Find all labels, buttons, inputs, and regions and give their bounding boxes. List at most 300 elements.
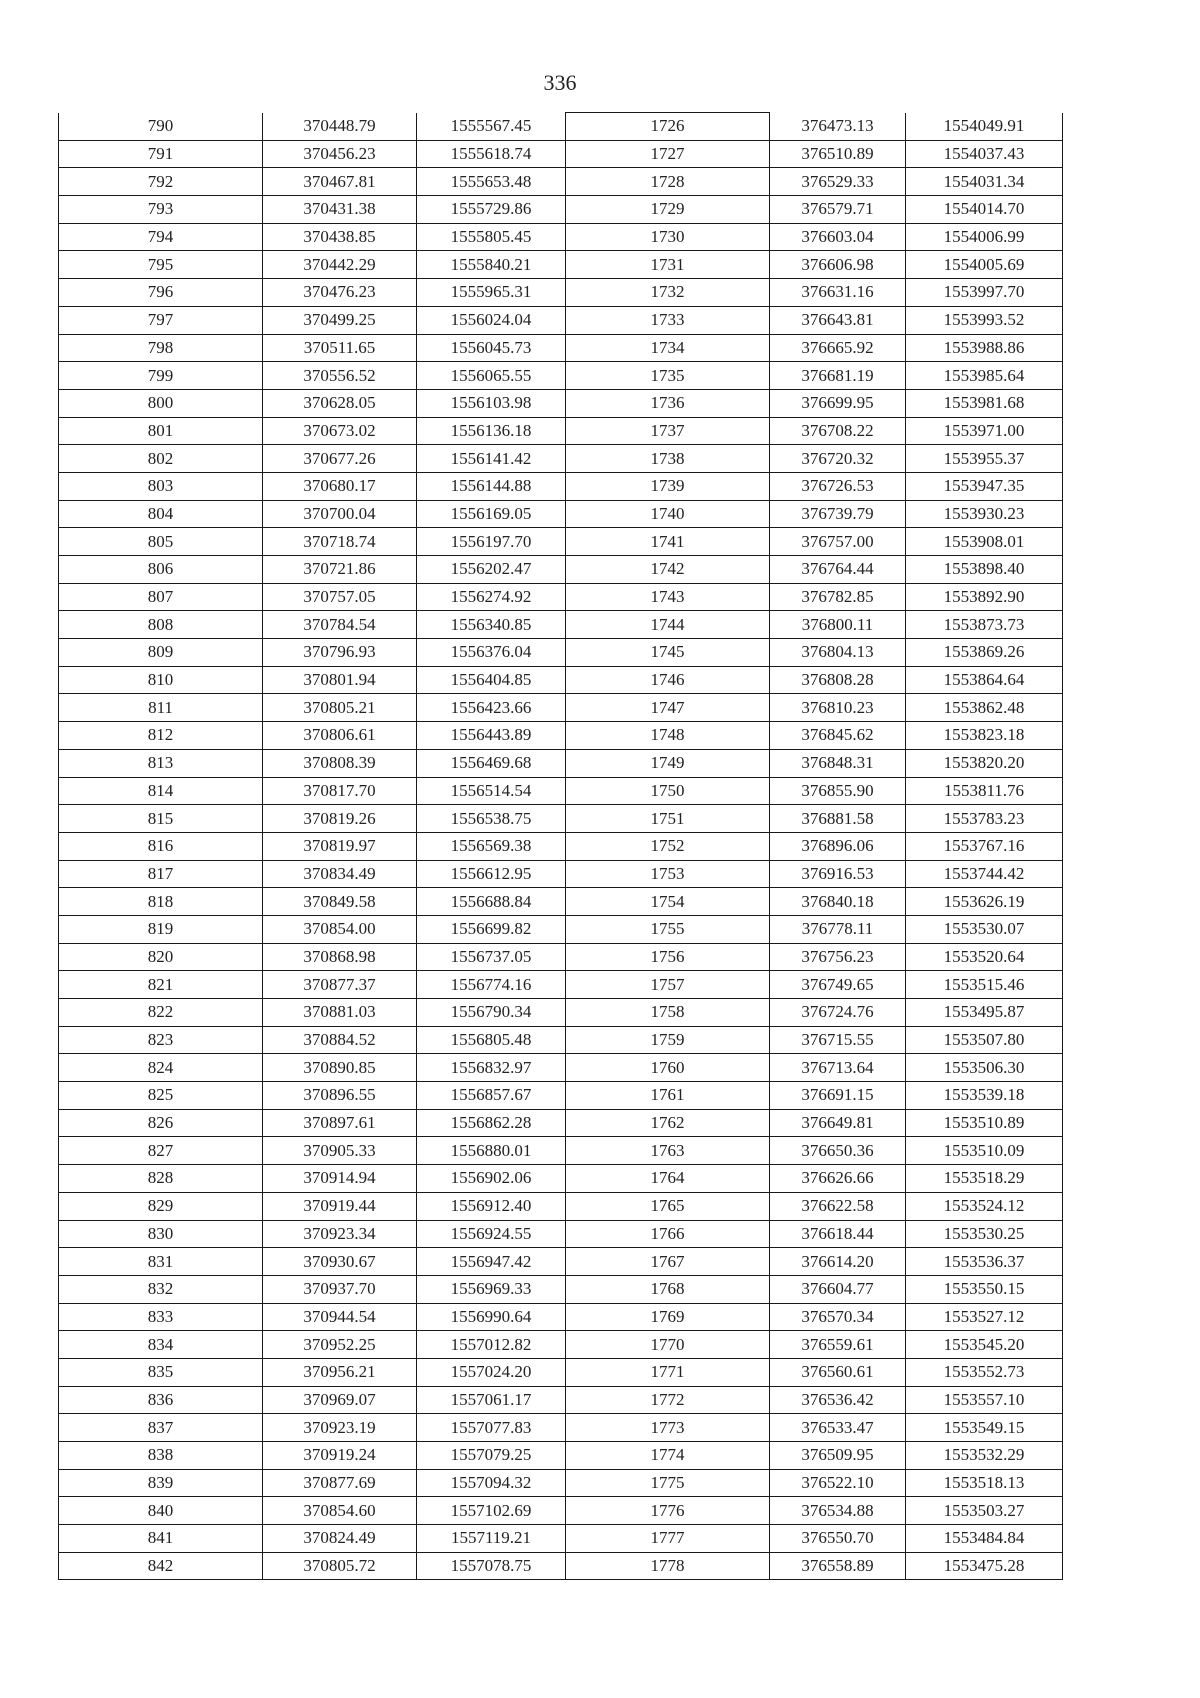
x-coordinate-cell: 370819.26 (263, 805, 417, 833)
y-coordinate-cell: 1553892.90 (906, 583, 1063, 611)
x-coordinate-cell: 376570.34 (770, 1303, 906, 1331)
point-number-cell: 1766 (566, 1220, 770, 1248)
point-number-cell: 798 (59, 334, 263, 362)
x-coordinate-cell: 376756.23 (770, 943, 906, 971)
point-number-cell: 823 (59, 1026, 263, 1054)
table-row (59, 362, 1063, 390)
x-coordinate-cell: 376473.13 (770, 113, 906, 141)
y-coordinate-cell: 1556340.85 (417, 611, 566, 639)
y-coordinate-cell: 1553820.20 (906, 749, 1063, 777)
y-coordinate-cell: 1557094.32 (417, 1469, 566, 1497)
y-coordinate-cell: 1553510.89 (906, 1109, 1063, 1137)
y-coordinate-cell: 1555729.86 (417, 196, 566, 224)
x-coordinate-cell: 370805.72 (263, 1552, 417, 1580)
point-number-cell: 810 (59, 666, 263, 694)
point-number-cell: 831 (59, 1248, 263, 1276)
table-row (59, 1525, 1063, 1553)
y-coordinate-cell: 1557078.75 (417, 1552, 566, 1580)
point-number-cell: 1762 (566, 1109, 770, 1137)
point-number-cell: 1737 (566, 417, 770, 445)
point-number-cell: 797 (59, 306, 263, 334)
point-number-cell: 1777 (566, 1525, 770, 1553)
x-coordinate-cell: 376778.11 (770, 915, 906, 943)
point-number-cell: 1755 (566, 915, 770, 943)
point-number-cell: 790 (59, 113, 263, 141)
table-row (59, 1331, 1063, 1359)
x-coordinate-cell: 370956.21 (263, 1358, 417, 1386)
y-coordinate-cell: 1555618.74 (417, 140, 566, 168)
x-coordinate-cell: 376724.76 (770, 999, 906, 1027)
x-coordinate-cell: 370854.60 (263, 1497, 417, 1525)
x-coordinate-cell: 376708.22 (770, 417, 906, 445)
table-row (59, 1386, 1063, 1414)
y-coordinate-cell: 1553908.01 (906, 528, 1063, 556)
point-number-cell: 1748 (566, 722, 770, 750)
point-number-cell: 818 (59, 888, 263, 916)
point-number-cell: 792 (59, 168, 263, 196)
x-coordinate-cell: 376649.81 (770, 1109, 906, 1137)
y-coordinate-cell: 1553536.37 (906, 1248, 1063, 1276)
x-coordinate-cell: 370919.44 (263, 1192, 417, 1220)
point-number-cell: 1733 (566, 306, 770, 334)
x-coordinate-cell: 370896.55 (263, 1082, 417, 1110)
x-coordinate-cell: 370914.94 (263, 1165, 417, 1193)
y-coordinate-cell: 1553539.18 (906, 1082, 1063, 1110)
point-number-cell: 817 (59, 860, 263, 888)
table-row (59, 943, 1063, 971)
x-coordinate-cell: 376840.18 (770, 888, 906, 916)
y-coordinate-cell: 1553503.27 (906, 1497, 1063, 1525)
point-number-cell: 1730 (566, 223, 770, 251)
x-coordinate-cell: 376534.88 (770, 1497, 906, 1525)
point-number-cell: 812 (59, 722, 263, 750)
point-number-cell: 802 (59, 445, 263, 473)
y-coordinate-cell: 1556169.05 (417, 500, 566, 528)
y-coordinate-cell: 1556045.73 (417, 334, 566, 362)
point-number-cell: 1728 (566, 168, 770, 196)
table-row (59, 196, 1063, 224)
y-coordinate-cell: 1553549.15 (906, 1414, 1063, 1442)
table-row (59, 611, 1063, 639)
table-row (59, 1165, 1063, 1193)
x-coordinate-cell: 370824.49 (263, 1525, 417, 1553)
y-coordinate-cell: 1556969.33 (417, 1275, 566, 1303)
point-number-cell: 795 (59, 251, 263, 279)
table-row (59, 113, 1063, 141)
y-coordinate-cell: 1556404.85 (417, 666, 566, 694)
y-coordinate-cell: 1553545.20 (906, 1331, 1063, 1359)
point-number-cell: 834 (59, 1331, 263, 1359)
point-number-cell: 824 (59, 1054, 263, 1082)
point-number-cell: 796 (59, 279, 263, 307)
x-coordinate-cell: 376804.13 (770, 639, 906, 667)
y-coordinate-cell: 1556469.68 (417, 749, 566, 777)
table-row (59, 583, 1063, 611)
x-coordinate-cell: 376533.47 (770, 1414, 906, 1442)
x-coordinate-cell: 376529.33 (770, 168, 906, 196)
point-number-cell: 1763 (566, 1137, 770, 1165)
coordinate-table-body (59, 113, 1063, 1580)
x-coordinate-cell: 370700.04 (263, 500, 417, 528)
table-row (59, 528, 1063, 556)
y-coordinate-cell: 1553527.12 (906, 1303, 1063, 1331)
x-coordinate-cell: 376764.44 (770, 556, 906, 584)
y-coordinate-cell: 1556862.28 (417, 1109, 566, 1137)
y-coordinate-cell: 1553898.40 (906, 556, 1063, 584)
y-coordinate-cell: 1553557.10 (906, 1386, 1063, 1414)
y-coordinate-cell: 1553873.73 (906, 611, 1063, 639)
point-number-cell: 791 (59, 140, 263, 168)
y-coordinate-cell: 1554005.69 (906, 251, 1063, 279)
x-coordinate-cell: 376845.62 (770, 722, 906, 750)
y-coordinate-cell: 1553520.64 (906, 943, 1063, 971)
y-coordinate-cell: 1556024.04 (417, 306, 566, 334)
y-coordinate-cell: 1556197.70 (417, 528, 566, 556)
point-number-cell: 1729 (566, 196, 770, 224)
y-coordinate-cell: 1556423.66 (417, 694, 566, 722)
x-coordinate-cell: 376848.31 (770, 749, 906, 777)
point-number-cell: 1767 (566, 1248, 770, 1276)
point-number-cell: 1740 (566, 500, 770, 528)
y-coordinate-cell: 1553495.87 (906, 999, 1063, 1027)
y-coordinate-cell: 1553510.09 (906, 1137, 1063, 1165)
x-coordinate-cell: 376726.53 (770, 472, 906, 500)
point-number-cell: 1758 (566, 999, 770, 1027)
y-coordinate-cell: 1553530.07 (906, 915, 1063, 943)
x-coordinate-cell: 370877.37 (263, 971, 417, 999)
y-coordinate-cell: 1553515.46 (906, 971, 1063, 999)
x-coordinate-cell: 370757.05 (263, 583, 417, 611)
y-coordinate-cell: 1553823.18 (906, 722, 1063, 750)
table-row (59, 472, 1063, 500)
point-number-cell: 1741 (566, 528, 770, 556)
y-coordinate-cell: 1553783.23 (906, 805, 1063, 833)
y-coordinate-cell: 1553997.70 (906, 279, 1063, 307)
x-coordinate-cell: 370448.79 (263, 113, 417, 141)
table-row (59, 1192, 1063, 1220)
point-number-cell: 1731 (566, 251, 770, 279)
x-coordinate-cell: 370721.86 (263, 556, 417, 584)
table-row (59, 1026, 1063, 1054)
y-coordinate-cell: 1553971.00 (906, 417, 1063, 445)
point-number-cell: 1726 (566, 113, 770, 141)
y-coordinate-cell: 1553550.15 (906, 1275, 1063, 1303)
y-coordinate-cell: 1556688.84 (417, 888, 566, 916)
point-number-cell: 821 (59, 971, 263, 999)
y-coordinate-cell: 1553864.64 (906, 666, 1063, 694)
y-coordinate-cell: 1553552.73 (906, 1358, 1063, 1386)
point-number-cell: 822 (59, 999, 263, 1027)
point-number-cell: 1732 (566, 279, 770, 307)
x-coordinate-cell: 370881.03 (263, 999, 417, 1027)
x-coordinate-cell: 376749.65 (770, 971, 906, 999)
y-coordinate-cell: 1556202.47 (417, 556, 566, 584)
x-coordinate-cell: 376691.15 (770, 1082, 906, 1110)
y-coordinate-cell: 1553985.64 (906, 362, 1063, 390)
point-number-cell: 1751 (566, 805, 770, 833)
point-number-cell: 1778 (566, 1552, 770, 1580)
table-row (59, 223, 1063, 251)
x-coordinate-cell: 370854.00 (263, 915, 417, 943)
point-number-cell: 1744 (566, 611, 770, 639)
table-row (59, 805, 1063, 833)
y-coordinate-cell: 1553981.68 (906, 389, 1063, 417)
point-number-cell: 1776 (566, 1497, 770, 1525)
y-coordinate-cell: 1556990.64 (417, 1303, 566, 1331)
x-coordinate-cell: 370884.52 (263, 1026, 417, 1054)
y-coordinate-cell: 1554037.43 (906, 140, 1063, 168)
x-coordinate-cell: 376618.44 (770, 1220, 906, 1248)
point-number-cell: 1764 (566, 1165, 770, 1193)
point-number-cell: 800 (59, 389, 263, 417)
y-coordinate-cell: 1553947.35 (906, 472, 1063, 500)
table-row (59, 749, 1063, 777)
y-coordinate-cell: 1557012.82 (417, 1331, 566, 1359)
y-coordinate-cell: 1557024.20 (417, 1358, 566, 1386)
y-coordinate-cell: 1553518.29 (906, 1165, 1063, 1193)
x-coordinate-cell: 370467.81 (263, 168, 417, 196)
x-coordinate-cell: 376810.23 (770, 694, 906, 722)
y-coordinate-cell: 1553988.86 (906, 334, 1063, 362)
y-coordinate-cell: 1556141.42 (417, 445, 566, 473)
point-number-cell: 1759 (566, 1026, 770, 1054)
x-coordinate-cell: 370919.24 (263, 1442, 417, 1470)
table-row (59, 556, 1063, 584)
point-number-cell: 815 (59, 805, 263, 833)
y-coordinate-cell: 1557119.21 (417, 1525, 566, 1553)
y-coordinate-cell: 1553530.25 (906, 1220, 1063, 1248)
x-coordinate-cell: 376631.16 (770, 279, 906, 307)
x-coordinate-cell: 370476.23 (263, 279, 417, 307)
y-coordinate-cell: 1556857.67 (417, 1082, 566, 1110)
point-number-cell: 816 (59, 832, 263, 860)
y-coordinate-cell: 1553506.30 (906, 1054, 1063, 1082)
x-coordinate-cell: 376509.95 (770, 1442, 906, 1470)
table-row (59, 722, 1063, 750)
point-number-cell: 1746 (566, 666, 770, 694)
point-number-cell: 1750 (566, 777, 770, 805)
x-coordinate-cell: 376665.92 (770, 334, 906, 362)
x-coordinate-cell: 376559.61 (770, 1331, 906, 1359)
x-coordinate-cell: 370923.34 (263, 1220, 417, 1248)
x-coordinate-cell: 370849.58 (263, 888, 417, 916)
point-number-cell: 1747 (566, 694, 770, 722)
y-coordinate-cell: 1556103.98 (417, 389, 566, 417)
point-number-cell: 813 (59, 749, 263, 777)
point-number-cell: 794 (59, 223, 263, 251)
point-number-cell: 1743 (566, 583, 770, 611)
table-row (59, 1220, 1063, 1248)
x-coordinate-cell: 370952.25 (263, 1331, 417, 1359)
point-number-cell: 827 (59, 1137, 263, 1165)
y-coordinate-cell: 1556065.55 (417, 362, 566, 390)
x-coordinate-cell: 370969.07 (263, 1386, 417, 1414)
x-coordinate-cell: 370718.74 (263, 528, 417, 556)
x-coordinate-cell: 376713.64 (770, 1054, 906, 1082)
point-number-cell: 803 (59, 472, 263, 500)
x-coordinate-cell: 376757.00 (770, 528, 906, 556)
point-number-cell: 1739 (566, 472, 770, 500)
y-coordinate-cell: 1555965.31 (417, 279, 566, 307)
x-coordinate-cell: 370801.94 (263, 666, 417, 694)
table-row (59, 306, 1063, 334)
point-number-cell: 1727 (566, 140, 770, 168)
x-coordinate-cell: 370805.21 (263, 694, 417, 722)
y-coordinate-cell: 1553862.48 (906, 694, 1063, 722)
table-row (59, 168, 1063, 196)
table-row (59, 999, 1063, 1027)
table-row (59, 1358, 1063, 1386)
table-row (59, 1248, 1063, 1276)
y-coordinate-cell: 1556514.54 (417, 777, 566, 805)
x-coordinate-cell: 370677.26 (263, 445, 417, 473)
x-coordinate-cell: 370438.85 (263, 223, 417, 251)
x-coordinate-cell: 376715.55 (770, 1026, 906, 1054)
point-number-cell: 811 (59, 694, 263, 722)
x-coordinate-cell: 376739.79 (770, 500, 906, 528)
x-coordinate-cell: 370868.98 (263, 943, 417, 971)
x-coordinate-cell: 370937.70 (263, 1275, 417, 1303)
x-coordinate-cell: 370673.02 (263, 417, 417, 445)
x-coordinate-cell: 370834.49 (263, 860, 417, 888)
x-coordinate-cell: 376622.58 (770, 1192, 906, 1220)
point-number-cell: 1772 (566, 1386, 770, 1414)
y-coordinate-cell: 1554014.70 (906, 196, 1063, 224)
table-row (59, 1054, 1063, 1082)
x-coordinate-cell: 376681.19 (770, 362, 906, 390)
x-coordinate-cell: 370499.25 (263, 306, 417, 334)
table-row (59, 251, 1063, 279)
table-row (59, 666, 1063, 694)
x-coordinate-cell: 370930.67 (263, 1248, 417, 1276)
x-coordinate-cell: 376626.66 (770, 1165, 906, 1193)
x-coordinate-cell: 376614.20 (770, 1248, 906, 1276)
point-number-cell: 828 (59, 1165, 263, 1193)
x-coordinate-cell: 376550.70 (770, 1525, 906, 1553)
point-number-cell: 836 (59, 1386, 263, 1414)
x-coordinate-cell: 370442.29 (263, 251, 417, 279)
y-coordinate-cell: 1556912.40 (417, 1192, 566, 1220)
x-coordinate-cell: 370808.39 (263, 749, 417, 777)
y-coordinate-cell: 1556612.95 (417, 860, 566, 888)
x-coordinate-cell: 370796.93 (263, 639, 417, 667)
y-coordinate-cell: 1553484.84 (906, 1525, 1063, 1553)
point-number-cell: 835 (59, 1358, 263, 1386)
x-coordinate-cell: 376916.53 (770, 860, 906, 888)
point-number-cell: 809 (59, 639, 263, 667)
y-coordinate-cell: 1556136.18 (417, 417, 566, 445)
point-number-cell: 838 (59, 1442, 263, 1470)
y-coordinate-cell: 1556805.48 (417, 1026, 566, 1054)
table-row (59, 639, 1063, 667)
x-coordinate-cell: 376558.89 (770, 1552, 906, 1580)
y-coordinate-cell: 1553993.52 (906, 306, 1063, 334)
y-coordinate-cell: 1553524.12 (906, 1192, 1063, 1220)
point-number-cell: 1752 (566, 832, 770, 860)
point-number-cell: 1742 (566, 556, 770, 584)
point-number-cell: 820 (59, 943, 263, 971)
point-number-cell: 833 (59, 1303, 263, 1331)
y-coordinate-cell: 1554031.34 (906, 168, 1063, 196)
x-coordinate-cell: 376855.90 (770, 777, 906, 805)
y-coordinate-cell: 1553811.76 (906, 777, 1063, 805)
y-coordinate-cell: 1556144.88 (417, 472, 566, 500)
y-coordinate-cell: 1556902.06 (417, 1165, 566, 1193)
x-coordinate-cell: 376896.06 (770, 832, 906, 860)
table-row (59, 417, 1063, 445)
table-row (59, 832, 1063, 860)
y-coordinate-cell: 1553518.13 (906, 1469, 1063, 1497)
point-number-cell: 826 (59, 1109, 263, 1137)
x-coordinate-cell: 370556.52 (263, 362, 417, 390)
y-coordinate-cell: 1556832.97 (417, 1054, 566, 1082)
table-row (59, 1082, 1063, 1110)
point-number-cell: 806 (59, 556, 263, 584)
table-row (59, 694, 1063, 722)
x-coordinate-cell: 376650.36 (770, 1137, 906, 1165)
x-coordinate-cell: 370806.61 (263, 722, 417, 750)
point-number-cell: 808 (59, 611, 263, 639)
point-number-cell: 1770 (566, 1331, 770, 1359)
x-coordinate-cell: 376881.58 (770, 805, 906, 833)
y-coordinate-cell: 1555567.45 (417, 113, 566, 141)
y-coordinate-cell: 1556274.92 (417, 583, 566, 611)
y-coordinate-cell: 1553744.42 (906, 860, 1063, 888)
y-coordinate-cell: 1553955.37 (906, 445, 1063, 473)
table-row (59, 971, 1063, 999)
y-coordinate-cell: 1555653.48 (417, 168, 566, 196)
point-number-cell: 1734 (566, 334, 770, 362)
x-coordinate-cell: 376603.04 (770, 223, 906, 251)
point-number-cell: 841 (59, 1525, 263, 1553)
point-number-cell: 825 (59, 1082, 263, 1110)
x-coordinate-cell: 370628.05 (263, 389, 417, 417)
point-number-cell: 1773 (566, 1414, 770, 1442)
y-coordinate-cell: 1557102.69 (417, 1497, 566, 1525)
point-number-cell: 1761 (566, 1082, 770, 1110)
x-coordinate-cell: 376606.98 (770, 251, 906, 279)
y-coordinate-cell: 1554049.91 (906, 113, 1063, 141)
table-row (59, 140, 1063, 168)
point-number-cell: 801 (59, 417, 263, 445)
point-number-cell: 832 (59, 1275, 263, 1303)
page-number: 336 (543, 70, 577, 95)
x-coordinate-cell: 370819.97 (263, 832, 417, 860)
x-coordinate-cell: 370923.19 (263, 1414, 417, 1442)
table-row (59, 1442, 1063, 1470)
x-coordinate-cell: 376808.28 (770, 666, 906, 694)
y-coordinate-cell: 1555805.45 (417, 223, 566, 251)
y-coordinate-cell: 1557079.25 (417, 1442, 566, 1470)
y-coordinate-cell: 1556947.42 (417, 1248, 566, 1276)
table-row (59, 445, 1063, 473)
point-number-cell: 830 (59, 1220, 263, 1248)
y-coordinate-cell: 1554006.99 (906, 223, 1063, 251)
table-row (59, 1552, 1063, 1580)
x-coordinate-cell: 370680.17 (263, 472, 417, 500)
y-coordinate-cell: 1553532.29 (906, 1442, 1063, 1470)
y-coordinate-cell: 1556699.82 (417, 915, 566, 943)
point-number-cell: 799 (59, 362, 263, 390)
point-number-cell: 1735 (566, 362, 770, 390)
y-coordinate-cell: 1553507.80 (906, 1026, 1063, 1054)
y-coordinate-cell: 1556538.75 (417, 805, 566, 833)
table-row (59, 500, 1063, 528)
table-row (59, 777, 1063, 805)
x-coordinate-cell: 370784.54 (263, 611, 417, 639)
table-row (59, 1469, 1063, 1497)
x-coordinate-cell: 376643.81 (770, 306, 906, 334)
